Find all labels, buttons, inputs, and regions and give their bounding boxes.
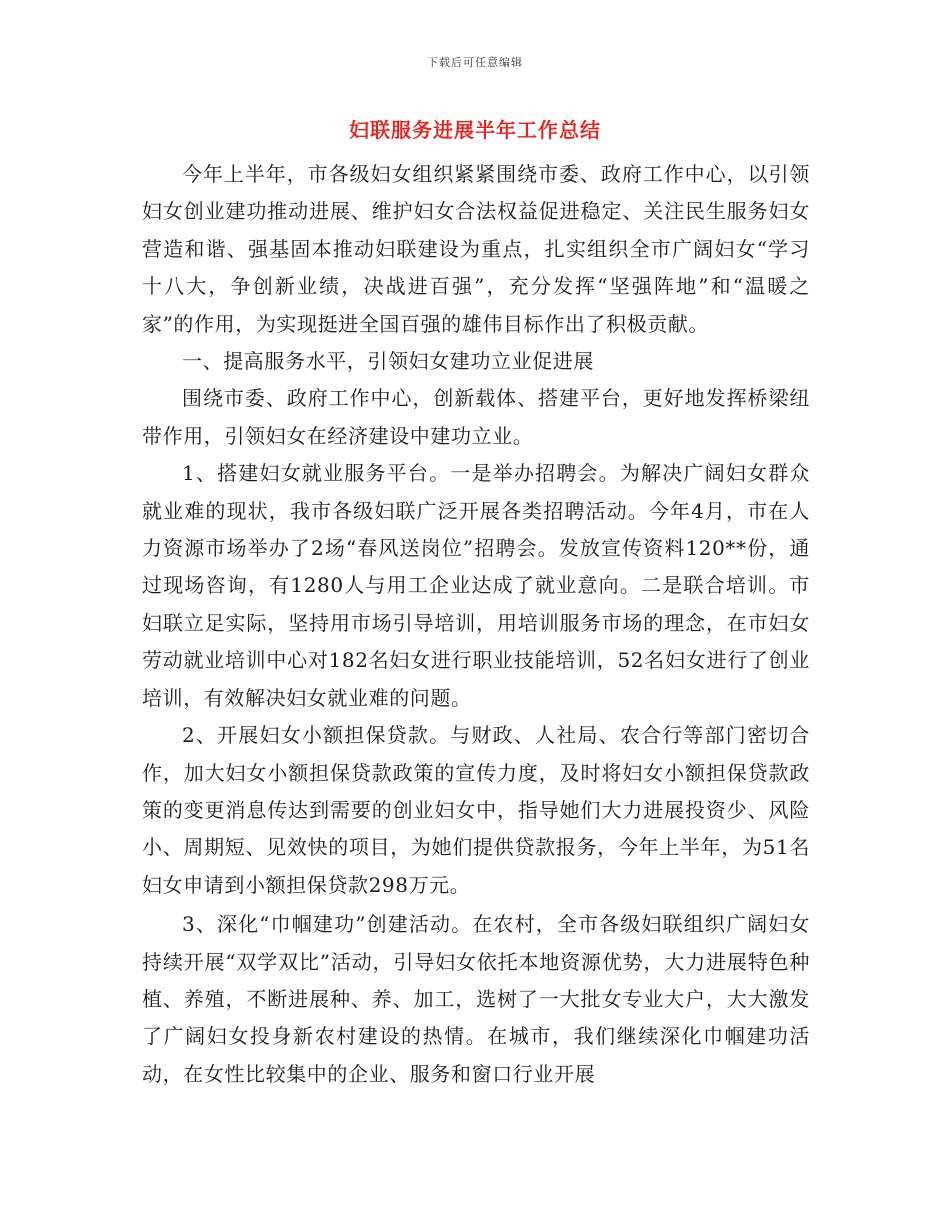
paragraph-item-1: 1、搭建妇女就业服务平台。一是举办招聘会。为解决广阔妇女群众就业难的现状，我市各级妇联广泛开展各类招聘活动。今年4月，市在人力资源市场举办了2场“春风送岗位”招聘会。发放宣传资料120**份，通过现场咨询，有1280人与用工企业达成了就业意向。二是联合培训。市妇联立足实际，坚持用市场引导培训，用培训服务市场的理念，在市妇女劳动就业培训中心对182名妇女进行职业技能培训，52名妇女进行了创业培训，有效解决妇女就业难的问题。 (142, 461, 810, 710)
header-note: 下载后可任意编辑 (427, 56, 523, 69)
document-title: 妇联服务进展半年工作总结 (349, 118, 601, 142)
section-heading-1: 一、提高服务水平，引领妇女建功立业促进展 (182, 349, 594, 374)
paragraph-intro: 今年上半年，市各级妇女组织紧紧围绕市委、政府工作中心，以引领妇女创业建功推动进展、维护妇女合法权益促进稳定、关注民生服务妇女营造和谐、强基固本推动妇联建设为重点，扎实组织全市广阔妇女“学习十八大，争创新业绩，决战进百强”，充分发挥“坚强阵地”和“温暖之家”的作用，为实现挺进全国百强的雄伟目标作出了积极贡献。 (142, 162, 810, 336)
document-body (142, 156, 810, 1093)
paragraph-item-3: 3、深化“巾帼建功”创建活动。在农村，全市各级妇联组织广阔妇女持续开展“双学双比”活动，引导妇女依托本地资源优势，大力进展特色种植、养殖，不断进展种、养、加工，选树了一大批女专业大户，大大激发了广阔妇女投身新农村建设的热情。在城市，我们继续深化巾帼建功活动，在女性比较集中的企业、服务和窗口行业开展 (142, 912, 810, 1086)
paragraph-section-1-intro: 围绕市委、政府工作中心，创新载体、搭建平台，更好地发挥桥梁纽带作用，引领妇女在经济建设中建功立业。 (142, 386, 810, 448)
paragraph-item-2: 2、开展妇女小额担保贷款。与财政、人社局、农合行等部门密切合作，加大妇女小额担保贷款政策的宣传力度，及时将妇女小额担保贷款政策的变更消息传达到需要的创业妇女中，指导她们大力进展投资少、风险小、周期短、见效快的项目，为她们提供贷款报务，今年上半年，为51名妇女申请到小额担保贷款298万元。 (142, 723, 810, 897)
